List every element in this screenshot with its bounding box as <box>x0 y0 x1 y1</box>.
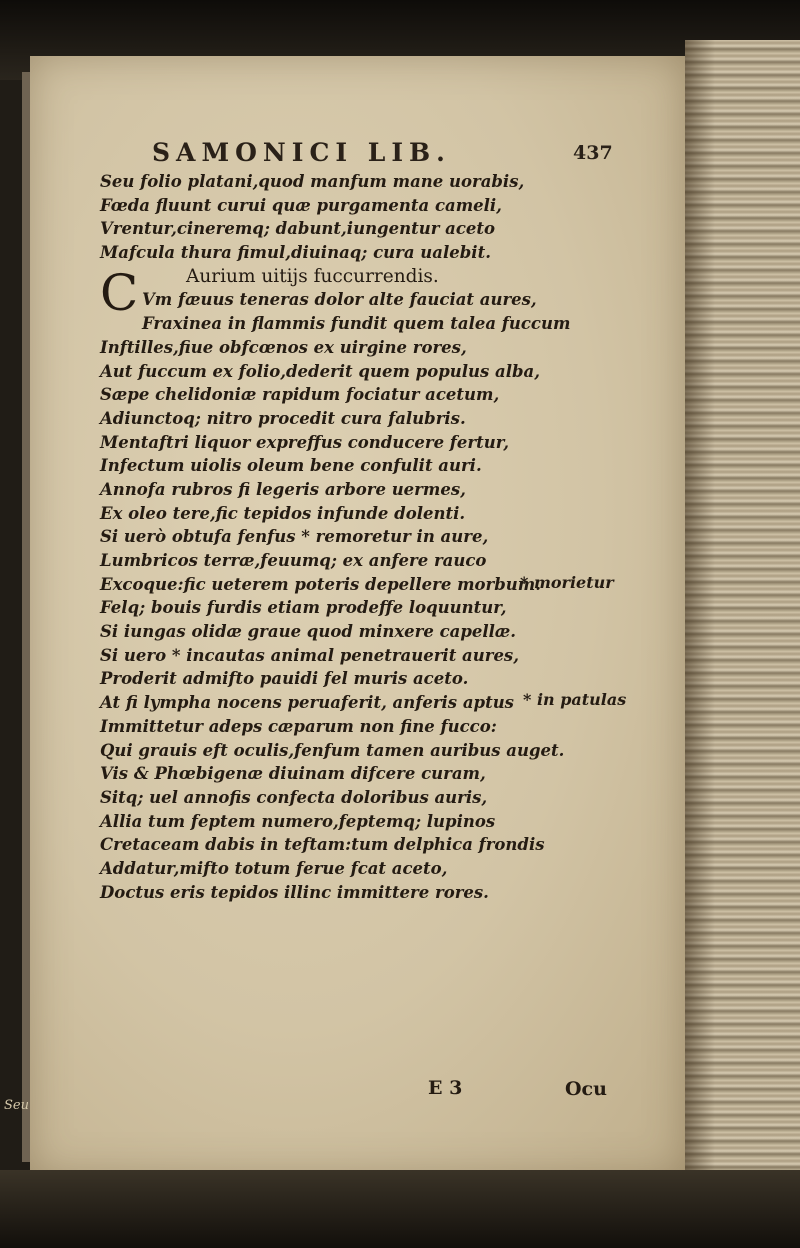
marginal-note: * morietur <box>520 573 614 592</box>
verse-line: Sitq; uel annofis confecta doloribus auris, <box>100 787 488 807</box>
verse-line: Ex oleo tere,fic tepidos infunde dolenti. <box>100 503 466 523</box>
verse-line: Mentaftri liquor expreffus conducere fertur, <box>100 432 509 452</box>
verse-line: Fœda fluunt curui quæ purgamenta cameli, <box>100 195 502 215</box>
verse-line: Vis & Phœbigenæ diuinam difcere curam, <box>100 764 486 784</box>
verse-line: Doctus eris tepidos illinc immittere rores. <box>100 882 489 902</box>
gutter-shadow <box>685 40 715 1180</box>
left-margin-fragment: Seu <box>4 1098 29 1113</box>
verse-line: Seu folio platani,quod manfum mane uorabis, <box>100 172 525 191</box>
verse-line: Aut fuccum ex folio,dederit quem populus alba, <box>100 361 540 381</box>
verse-line: Excoque:fic ueterem poteris depellere morbum. <box>100 574 541 594</box>
verse-line: Proderit admifto pauidi fel muris aceto. <box>100 669 469 689</box>
verse-line: Infectum uiolis oleum bene confulit auri. <box>100 456 482 476</box>
verse-line: Felq; bouis furdis etiam prodeffe loquuntur, <box>100 598 507 618</box>
verse-line: Vrentur,cineremq; dabunt,iungentur aceto <box>100 219 496 239</box>
verse-line: At fi lympha nocens peruaferit, anferis aptus <box>100 693 514 713</box>
verse-line: Lumbricos terræ,feuumq; ex anfere rauco <box>100 551 487 570</box>
verse-line: Si uerò obtufa fenfus * remoretur in aure, <box>100 527 489 547</box>
verse-line: Fraxinea in flammis fundit quem talea fuccum <box>142 314 571 334</box>
left-page-edge <box>22 72 30 1162</box>
verse-line: Si uero * incautas animal penetrauerit aures, <box>100 645 519 665</box>
verse-line: Inftilles,fiue obfcœnos ex uirgine rores, <box>100 337 467 357</box>
verse-line: Sæpe chelidoniæ rapidum fociatur acetum, <box>100 385 500 405</box>
drop-cap-initial: C <box>100 264 139 322</box>
verse-line: Vm fæuus teneras dolor alte fauciat aures, <box>142 290 537 310</box>
marginal-note: * in patulas <box>523 690 627 709</box>
verse-line: Addatur,mifto totum ferue fcat aceto, <box>100 858 448 878</box>
signature-mark: E 3 <box>428 1077 463 1099</box>
scan-bottom-shadow <box>0 1170 800 1248</box>
verse-line: Qui grauis eft oculis,fenfum tamen auribus auget. <box>100 740 565 760</box>
running-title: SAMONICI LIB. <box>152 138 451 167</box>
verse-line: Allia tum feptem numero,feptemq; lupinos <box>100 811 496 831</box>
section-heading: Aurium uitijs fuccurrendis. <box>186 265 439 287</box>
verse-line: Cretaceam dabis in teftam:tum delphica frondis <box>100 835 545 855</box>
verse-line: Mafcula thura fimul,diuinaq; cura ualebit. <box>100 243 491 263</box>
verse-line: Annofa rubros fi legeris arbore uermes, <box>100 479 466 499</box>
verse-line: Immittetur adeps cæparum non fine fucco: <box>100 716 497 736</box>
verse-line: Adiunctoq; nitro procedit cura falubris. <box>100 408 466 428</box>
catchword: Ocu <box>565 1078 607 1100</box>
page-number: 437 <box>573 142 613 164</box>
verse-line: Si iungas olidæ graue quod minxere capellæ. <box>100 622 517 642</box>
